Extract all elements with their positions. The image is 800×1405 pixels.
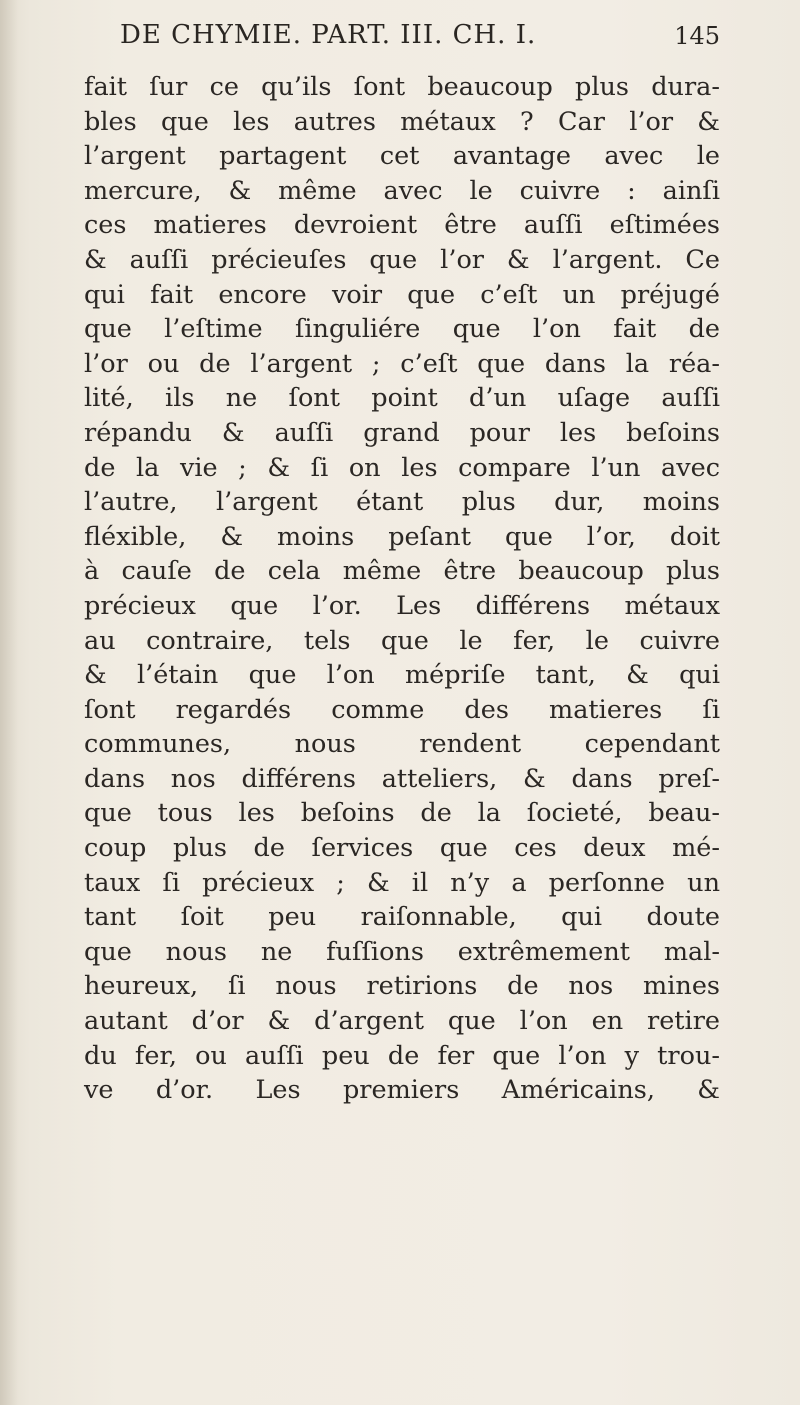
text-line: fait ſur ce qu’ils ſont beaucoup plus dura- bbox=[84, 72, 720, 102]
text-line: l’autre, l’argent étant plus dur, moins bbox=[84, 487, 720, 518]
text-line: ve d’or. Les premiers Américains, & bbox=[84, 1075, 720, 1106]
text-line: heureux, ſi nous retirions de nos mines bbox=[84, 971, 720, 1002]
running-head-title: DE CHYMIE. PART. III. CH. I. bbox=[120, 20, 537, 50]
text-line: coup plus de ſervices que ces deux mé- bbox=[84, 833, 720, 864]
text-line: ces matieres devroient être auſſi eſtimées bbox=[84, 210, 720, 241]
spine-shadow bbox=[0, 0, 18, 1405]
text-line: l’argent partagent cet avantage avec le bbox=[84, 141, 720, 172]
text-line: communes, nous rendent cependant bbox=[84, 729, 720, 760]
text-line: lité, ils ne ſont point d’un uſage auſſi bbox=[84, 383, 720, 414]
text-line: ſont regardés comme des matieres ſi bbox=[84, 694, 720, 725]
text-line: que nous ne fuſſions extrêmement mal- bbox=[84, 936, 720, 967]
text-line: précieux que l’or. Les différens métaux bbox=[84, 590, 720, 621]
text-line: & auſſi précieuſes que l’or & l’argent. Ce bbox=[84, 244, 720, 275]
text-line: autant d’or & d’argent que l’on en retire bbox=[84, 1006, 720, 1037]
text-line: l’or ou de l’argent ; c’eſt que dans la réa- bbox=[84, 348, 720, 379]
text-line: fléxible, & moins peſant que l’or, doit bbox=[84, 521, 720, 552]
text-line: dans nos différens atteliers, & dans preſ- bbox=[84, 763, 720, 794]
text-line: mercure, & même avec le cuivre : ainſi bbox=[84, 175, 720, 206]
page-number: 145 bbox=[674, 22, 720, 50]
text-line: qui fait encore voir que c’eſt un préjugé bbox=[84, 279, 720, 310]
text-line: tant ſoit peu raiſonnable, qui doute bbox=[84, 902, 720, 933]
text-line: bles que les autres métaux ? Car l’or & bbox=[84, 106, 720, 137]
text-line: & l’étain que l’on mépriſe tant, & qui bbox=[84, 660, 720, 691]
text-line: au contraire, tels que le fer, le cuivre bbox=[84, 625, 720, 656]
body-text bbox=[84, 70, 720, 1108]
text-line: à cauſe de cela même être beaucoup plus bbox=[84, 556, 720, 587]
running-head bbox=[120, 20, 720, 60]
text-line: que l’eſtime ſinguliére que l’on fait de bbox=[84, 314, 720, 345]
text-line: de la vie ; & ſi on les compare l’un avec bbox=[84, 452, 720, 483]
text-line: que tous les beſoins de la ſocieté, beau- bbox=[84, 798, 720, 829]
text-line: taux ſi précieux ; & il n’y a perſonne un bbox=[84, 867, 720, 898]
text-line: répandu & auſſi grand pour les beſoins bbox=[84, 417, 720, 448]
text-line: du fer, ou auſſi peu de fer que l’on y trou- bbox=[84, 1040, 720, 1071]
